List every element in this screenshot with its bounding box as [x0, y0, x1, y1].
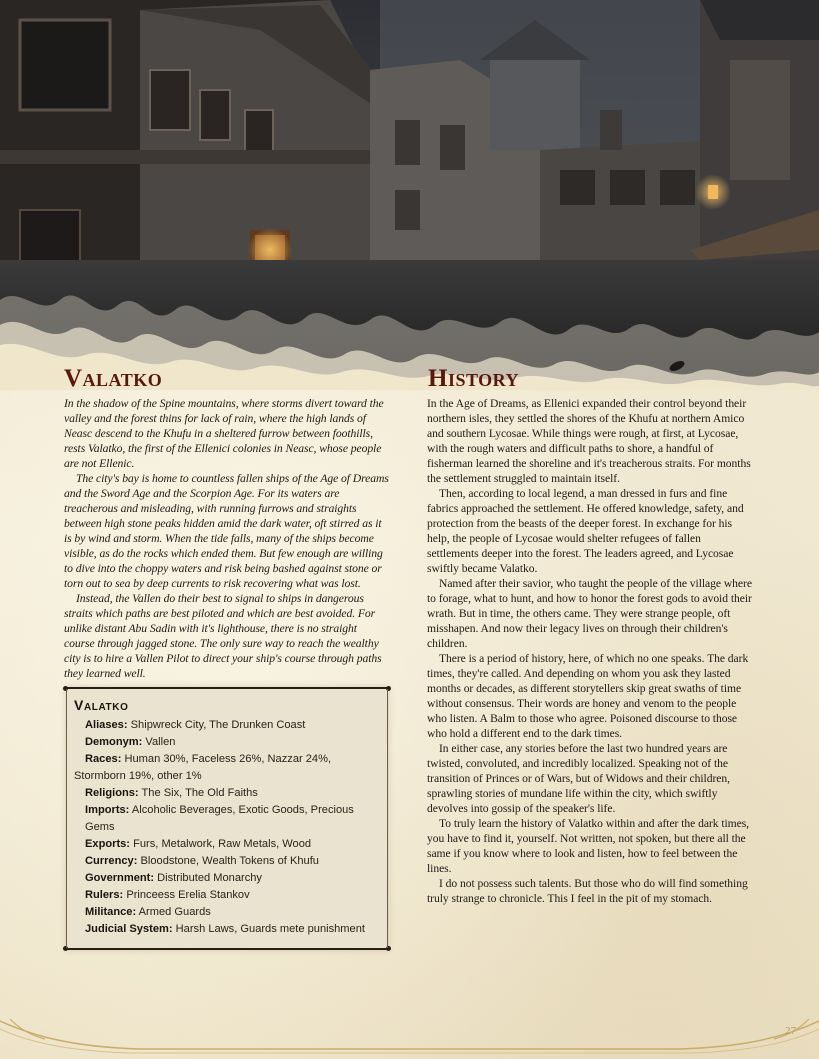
info-row-aliases: Aliases: Shipwreck City, The Drunken Coast	[85, 719, 306, 731]
info-row-government: Government: Distributed Monarchy	[85, 872, 262, 884]
info-row-imports: Imports: Alcoholic Beverages, Exotic Goods, Precious Gems	[85, 804, 354, 833]
info-row-currency: Currency: Bloodstone, Wealth Tokens of Khufu	[85, 855, 319, 867]
info-row-exports: Exports: Furs, Metalwork, Raw Metals, Wood	[85, 838, 312, 850]
paragraph: Named after their savior, who taught the people of the village where to forage, what to hunt, and how to honor the forest gods to avoid their wrath. But in time, the others came. They were strange people, oft misshapen. And now their legacy lives on through their children's children.	[427, 577, 752, 650]
header-illustration	[0, 0, 819, 390]
paragraph: In the Age of Dreams, as Ellenici expanded their control beyond their northern isles, they settled the shores of the Khufu at northern Amico and southern Lycosae. While things were rough, at first, at Lycosae, with the rough waters and difficult paths to shore, a handful of fisherman learned the shoreline and it's treacherous straits. For months the settlement struggled to maintain itself.	[427, 397, 751, 485]
paragraph: In the shadow of the Spine mountains, where storms divert toward the valley and the forest thins for lack of rain, where the high lands of Neasc descend to the Khufu in a sheltered furrow between foothills, rests Valatko, the first of the Ellenici colonies in Neasc, whose people are not Ellenic.	[64, 397, 384, 470]
paragraph: There is a period of history, here, of which no one speaks. The dark times, they're called. And depending on whom you ask they lasted months or decades, as different storytellers skip great swaths of time without consensus. Their words are honey and venom to the people who listen. A Balm to those who agree. Poisoned discourse to those who hold a different end to the dark times.	[427, 652, 749, 740]
paragraph: I do not possess such talents. But those who do will find something truly strange to chronicle. This I feel in the pit of my stomach.	[427, 877, 748, 905]
section-title-valatko: Valatko	[64, 365, 163, 392]
section-title-history: History	[428, 365, 520, 392]
info-row-races: Races: Human 30%, Faceless 26%, Nazzar 24%, Stormborn 19%, other 1%	[74, 753, 332, 782]
page-number: 27	[785, 1025, 796, 1037]
paragraph: To truly learn the history of Valatko within and after the dark times, you have to find it, yourself. Not written, not spoken, but there all the same if you know where to look and listen, how to feel between the lines.	[427, 817, 750, 875]
intro-text	[64, 396, 389, 681]
info-row-militance: Militance: Armed Guards	[85, 906, 211, 918]
sidebar-border	[66, 689, 67, 948]
city-info-sidebar	[66, 687, 388, 950]
info-row-judicial-system: Judicial System: Harsh Laws, Guards mete punishment	[85, 923, 365, 935]
page-footer-ornament	[0, 999, 819, 1059]
left-column	[64, 366, 389, 950]
paragraph: The city's bay is home to countless fallen ships of the Age of Dreams and the Sword Age and the Scorpion Age. For its waters are treacherous and misleading, with running furrows and straights between high stone peaks hidden amid the dark water, oft stirred as it is by wind and storm. When the tide falls, many of the ships become visible, as do the rocks which ended them. But few enough are willing to dive into the choppy waters and risk being bashed against stone or torn out to sea by deep currents to risk recovering what was lost.	[64, 472, 389, 590]
sidebar-title: Valatko	[74, 697, 129, 713]
info-row-demonym: Demonym: Vallen	[85, 736, 176, 748]
right-column	[427, 366, 755, 906]
paragraph: In either case, any stories before the last two hundred years are twisted, convoluted, and incredibly localized. Speaking not of the transition of Princes or of Wars, but of Widows and their children, sprawling stories of mundane life within the city, which swiftly devolves into gossip of the speaker's life.	[427, 742, 730, 815]
info-row-rulers: Rulers: Princeess Erelia Stankov	[85, 889, 250, 901]
sidebar-border	[387, 689, 388, 948]
info-row-religions: Religions: The Six, The Old Faiths	[85, 787, 258, 799]
paragraph: Then, according to local legend, a man dressed in furs and fine fabrics approached the settlement. He offered knowledge, safety, and protection from the beasts of the deeper forest. In exchange for his help, the people of Lycosae would shelter refugees of fallen settlements deeper into the forest. The leaders agreed, and Lycosae swiftly became Valatko.	[427, 487, 744, 575]
paragraph: Instead, the Vallen do their best to signal to ships in dangerous straits which paths are best piloted and which are best avoided. For unlike distant Abu Sadin with it's lighthouse, there is no straight course through jagged stone. The only sure way to reach the wealthy city is to hire a Vallen Pilot to direct your ship's course through paths they learned well.	[64, 592, 382, 680]
